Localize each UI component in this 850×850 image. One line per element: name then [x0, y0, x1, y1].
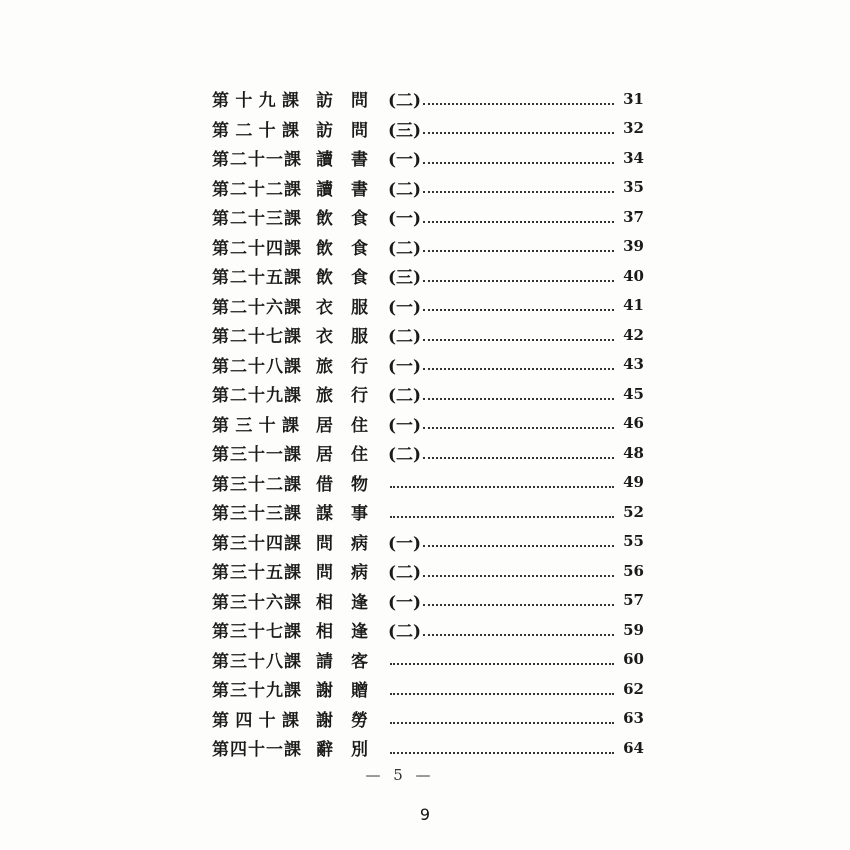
page-reference: 41: [623, 296, 644, 315]
topic-text: 借物: [316, 474, 386, 495]
lesson-topic: [316, 116, 388, 141]
topic-text: 辭別: [316, 740, 386, 761]
lesson-number: 第三十七課: [212, 622, 302, 643]
dot-leader: [390, 476, 614, 488]
lesson-number: 第三十三課: [212, 504, 302, 525]
lesson-number: 第四十課: [212, 710, 300, 731]
lesson-number: 第三十九課: [212, 681, 302, 702]
topic-text: 衣服: [316, 297, 386, 318]
lesson-topic: [316, 470, 388, 495]
toc-row: [212, 320, 644, 350]
toc-row: [212, 350, 644, 380]
toc-row: [212, 645, 644, 675]
toc-row: [212, 173, 644, 203]
lesson-number: 第二十二課: [212, 179, 302, 200]
lesson-topic: [316, 706, 388, 731]
dot-leader: [423, 358, 614, 370]
lesson-topic: [316, 175, 388, 200]
page-reference: 59: [623, 620, 644, 639]
lesson-topic: [316, 617, 388, 642]
toc-row: [212, 586, 644, 616]
lesson-number: 第三十六課: [212, 592, 302, 613]
toc-row: [212, 733, 644, 763]
dot-leader: [423, 152, 614, 164]
topic-part: (一): [388, 209, 422, 230]
lesson-topic: [316, 735, 388, 760]
page-reference: 32: [623, 119, 644, 138]
dot-leader: [423, 417, 614, 429]
lesson-number: 第二十四課: [212, 238, 302, 259]
lesson-topic: [316, 529, 388, 554]
dot-leader: [423, 535, 614, 547]
topic-part: (一): [388, 150, 422, 171]
topic-part: (二): [388, 327, 422, 348]
toc-row: [212, 409, 644, 439]
lesson-topic: [316, 204, 388, 229]
lesson-number: 第三十四課: [212, 533, 302, 554]
lesson-number: 第三十五課: [212, 563, 302, 584]
page-reference: 49: [623, 473, 644, 492]
scan-page-number: 9: [419, 805, 431, 824]
page-reference: 35: [623, 178, 644, 197]
lesson-topic: [316, 145, 388, 170]
dot-leader: [423, 181, 614, 193]
dot-leader: [390, 506, 614, 518]
topic-part: (一): [388, 533, 422, 554]
topic-text: 問病: [316, 563, 386, 584]
toc-row: [212, 527, 644, 557]
dot-leader: [423, 329, 614, 341]
toc-row: [212, 379, 644, 409]
page-reference: 31: [623, 89, 644, 108]
topic-text: 旅行: [316, 386, 386, 407]
toc-row: [212, 84, 644, 114]
lesson-topic: [316, 263, 388, 288]
topic-text: 請客: [316, 651, 386, 672]
lesson-topic: [316, 293, 388, 318]
lesson-topic: [316, 381, 388, 406]
toc-row: [212, 674, 644, 704]
dot-leader: [423, 565, 614, 577]
toc-row: [212, 143, 644, 173]
page-reference: 60: [623, 650, 644, 669]
topic-text: 訪問: [316, 120, 386, 141]
dot-leader: [423, 299, 614, 311]
dot-leader: [423, 93, 614, 105]
lesson-number: 第二十一課: [212, 150, 302, 171]
page-reference: 52: [623, 502, 644, 521]
lesson-topic: [316, 647, 388, 672]
page-reference: 37: [623, 207, 644, 226]
dot-leader: [423, 122, 614, 134]
toc-row: [212, 202, 644, 232]
topic-text: 居住: [316, 415, 386, 436]
dot-leader: [423, 388, 614, 400]
toc-row: [212, 232, 644, 262]
lesson-number: 第二十六課: [212, 297, 302, 318]
dot-leader: [423, 211, 614, 223]
page-reference: 63: [623, 709, 644, 728]
topic-part: (二): [388, 91, 422, 112]
topic-text: 飲食: [316, 268, 386, 289]
topic-text: 相逢: [316, 622, 386, 643]
lesson-number: 第三十二課: [212, 474, 302, 495]
topic-text: 讀書: [316, 150, 386, 171]
page-reference: 48: [623, 443, 644, 462]
lesson-topic: [316, 676, 388, 701]
lesson-number: 第三十一課: [212, 445, 302, 466]
lesson-number: 第二十九課: [212, 386, 302, 407]
dot-leader: [390, 712, 614, 724]
topic-part: (一): [388, 592, 422, 613]
lesson-number: 第三十課: [212, 415, 300, 436]
topic-text: 謀事: [316, 504, 386, 525]
lesson-topic: [316, 322, 388, 347]
lesson-number: 第二十五課: [212, 268, 302, 289]
dot-leader: [423, 270, 614, 282]
lesson-number: 第二十七課: [212, 327, 302, 348]
topic-text: 謝勞: [316, 710, 386, 731]
topic-part: (三): [388, 268, 422, 289]
lesson-topic: [316, 588, 388, 613]
toc-row: [212, 468, 644, 498]
page-reference: 39: [623, 237, 644, 256]
table-of-contents: [212, 84, 644, 763]
page-reference: 46: [623, 414, 644, 433]
dot-leader: [390, 742, 614, 754]
lesson-number: 第二十八課: [212, 356, 302, 377]
printed-page-number: — 5 —: [365, 766, 435, 784]
lesson-number: 第十九課: [212, 91, 300, 112]
topic-part: (三): [388, 120, 422, 141]
dot-leader: [423, 624, 614, 636]
lesson-topic: [316, 411, 388, 436]
toc-row: [212, 114, 644, 144]
topic-text: 衣服: [316, 327, 386, 348]
lesson-number: 第三十八課: [212, 651, 302, 672]
topic-part: (一): [388, 297, 422, 318]
toc-row: [212, 704, 644, 734]
topic-text: 讀書: [316, 179, 386, 200]
lesson-topic: [316, 234, 388, 259]
page-reference: 57: [623, 591, 644, 610]
topic-text: 飲食: [316, 209, 386, 230]
topic-part: (二): [388, 445, 422, 466]
dot-leader: [390, 653, 614, 665]
topic-text: 居住: [316, 445, 386, 466]
topic-part: (二): [388, 386, 422, 407]
dot-leader: [423, 240, 614, 252]
topic-part: (一): [388, 415, 422, 436]
topic-text: 飲食: [316, 238, 386, 259]
topic-text: 訪問: [316, 91, 386, 112]
lesson-number: 第二十課: [212, 120, 300, 141]
topic-part: (二): [388, 563, 422, 584]
lesson-topic: [316, 352, 388, 377]
page-reference: 40: [623, 266, 644, 285]
lesson-topic: [316, 440, 388, 465]
page-reference: 42: [623, 325, 644, 344]
topic-part: (二): [388, 238, 422, 259]
toc-row: [212, 291, 644, 321]
toc-row: [212, 556, 644, 586]
topic-part: (二): [388, 179, 422, 200]
topic-text: 相逢: [316, 592, 386, 613]
page-reference: 56: [623, 561, 644, 580]
page-reference: 45: [623, 384, 644, 403]
dot-leader: [390, 683, 614, 695]
page-reference: 64: [623, 738, 644, 757]
toc-row: [212, 497, 644, 527]
topic-text: 謝贈: [316, 681, 386, 702]
lesson-number: 第四十一課: [212, 740, 302, 761]
lesson-topic: [316, 86, 388, 111]
toc-row: [212, 261, 644, 291]
lesson-topic: [316, 499, 388, 524]
dot-leader: [423, 594, 614, 606]
topic-part: (二): [388, 622, 422, 643]
lesson-topic: [316, 558, 388, 583]
topic-part: (一): [388, 356, 422, 377]
page-reference: 34: [623, 148, 644, 167]
page-reference: 43: [623, 355, 644, 374]
toc-row: [212, 438, 644, 468]
topic-text: 問病: [316, 533, 386, 554]
page-reference: 62: [623, 679, 644, 698]
dot-leader: [423, 447, 614, 459]
lesson-number: 第二十三課: [212, 209, 302, 230]
topic-text: 旅行: [316, 356, 386, 377]
page-reference: 55: [623, 532, 644, 551]
toc-row: [212, 615, 644, 645]
